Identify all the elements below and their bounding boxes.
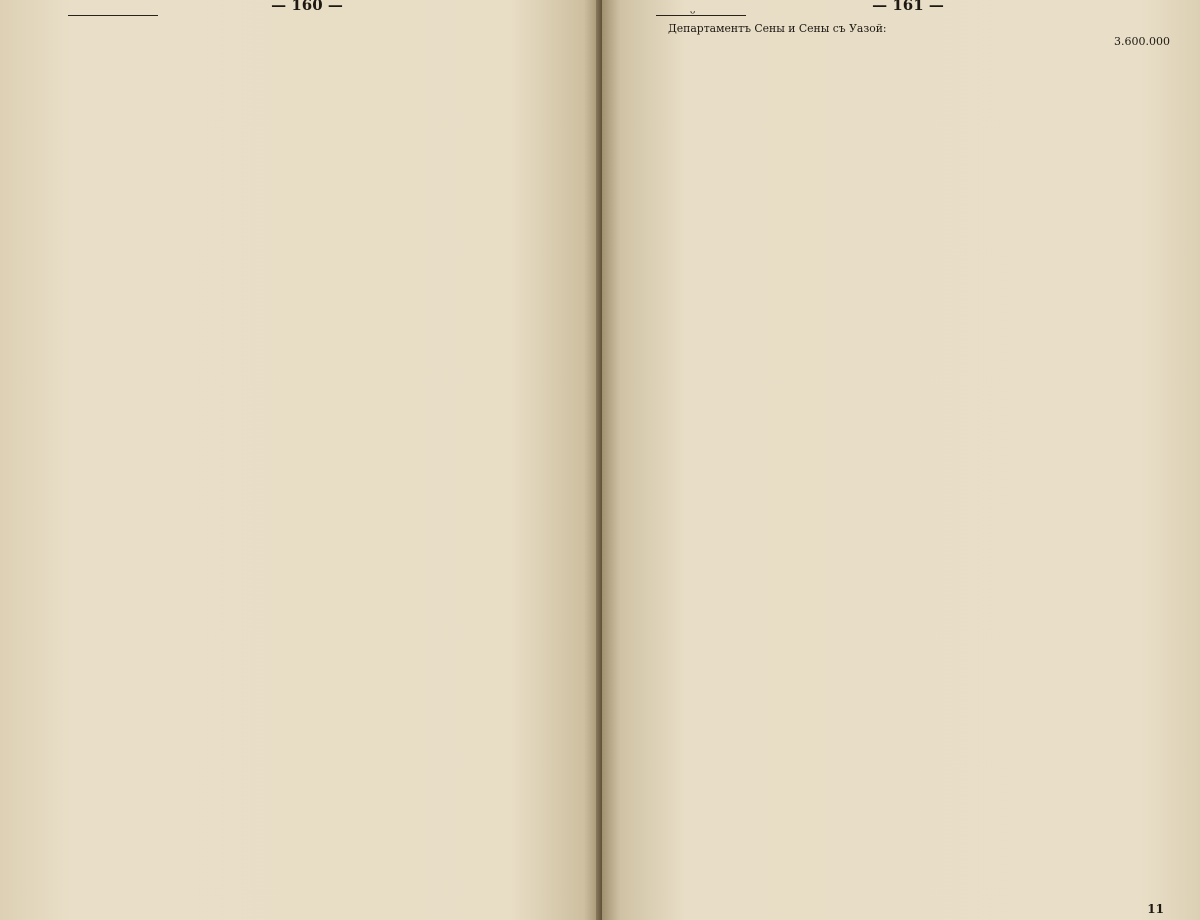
ink-mark: ᵕ [690, 6, 696, 22]
right-footnote [646, 22, 1170, 35]
page-number: 11 [1147, 902, 1164, 916]
footnote-stat-title: Департаментъ Сены и Сены съ Уазой: [668, 22, 887, 35]
stat-value: 3.600.000 [1114, 35, 1170, 48]
footnote-divider [68, 15, 158, 16]
left-page-header: — 160 — [271, 0, 343, 14]
right-page [602, 0, 1200, 920]
footnote-divider [656, 15, 746, 16]
footnote-stat-row [646, 35, 1170, 48]
right-page-header: — 161 — [872, 0, 944, 14]
